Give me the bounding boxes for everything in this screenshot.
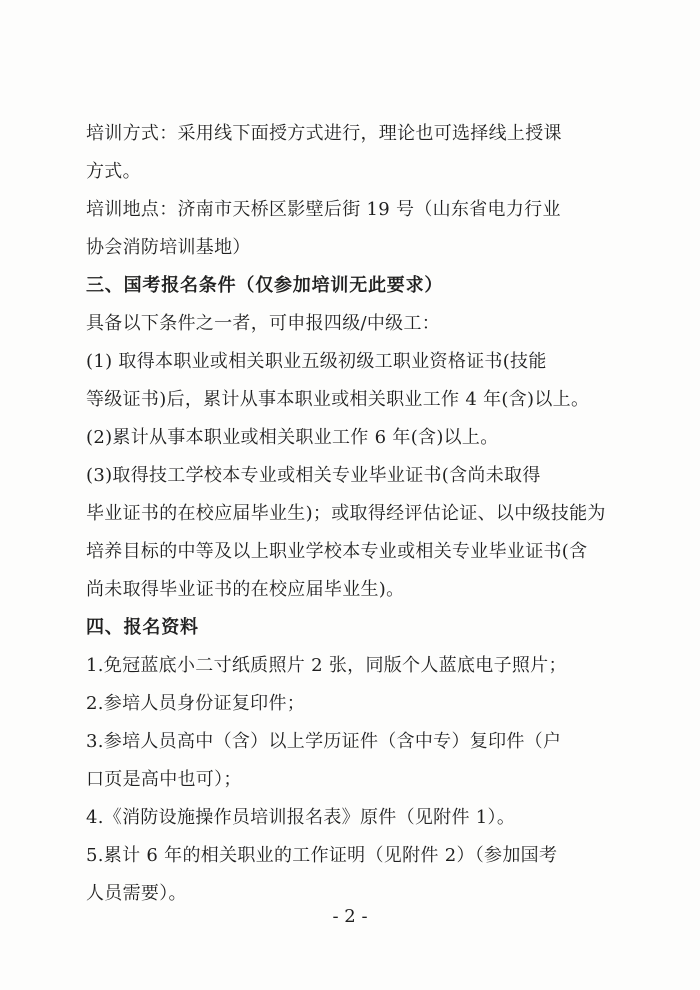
training-method-line-1: 培训方式：采用线下面授方式进行，理论也可选择线上授课: [86, 123, 562, 144]
material-item-2: 2.参培人员身份证复印件；: [86, 693, 306, 714]
material-item-3-line-2: 口页是高中也可）；: [86, 769, 242, 790]
condition-1-line-2: 等级证书)后，累计从事本职业或相关职业工作 4 年(含)以上。: [86, 389, 590, 410]
condition-1-line-1: (1) 取得本职业或相关职业五级初级工职业资格证书(技能: [86, 351, 547, 372]
training-method-line-2: 方式。: [86, 161, 141, 182]
condition-3-line-3: 培养目标的中等及以上职业学校本专业或相关专业毕业证书(含: [86, 541, 588, 562]
training-location-line-1: 培训地点：济南市天桥区影壁后街 19 号（山东省电力行业: [86, 199, 561, 220]
condition-3-line-2: 毕业证书的在校应届毕业生)；或取得经评估论证、以中级技能为: [86, 503, 606, 524]
conditions-intro: 具备以下条件之一者，可申报四级/中级工：: [86, 313, 441, 334]
material-item-5-line-2: 人员需要）。: [86, 883, 187, 904]
section-heading-exam-conditions: 三、国考报名条件（仅参加培训无此要求）: [86, 275, 444, 296]
section-heading-registration-materials: 四、报名资料: [86, 617, 199, 638]
condition-3-line-1: (3)取得技工学校本专业或相关专业毕业证书(含尚未取得: [86, 465, 541, 486]
material-item-1: 1.免冠蓝底小二寸纸质照片 2 张，同版个人蓝底电子照片；: [86, 655, 567, 676]
material-item-3-line-1: 3.参培人员高中（含）以上学历证件（含中专）复印件（户: [86, 731, 562, 752]
page-number: - 2 -: [332, 906, 368, 927]
condition-2: (2)累计从事本职业或相关职业工作 6 年(含)以上。: [86, 427, 499, 448]
training-location-line-2: 协会消防培训基地）: [86, 237, 251, 258]
material-item-5-line-1: 5.累计 6 年的相关职业的工作证明（见附件 2）（参加国考: [86, 845, 558, 866]
material-item-4: 4.《消防设施操作员培训报名表》原件（见附件 1）。: [86, 807, 516, 828]
condition-3-line-4: 尚未取得毕业证书的在校应届毕业生)。: [86, 579, 405, 600]
